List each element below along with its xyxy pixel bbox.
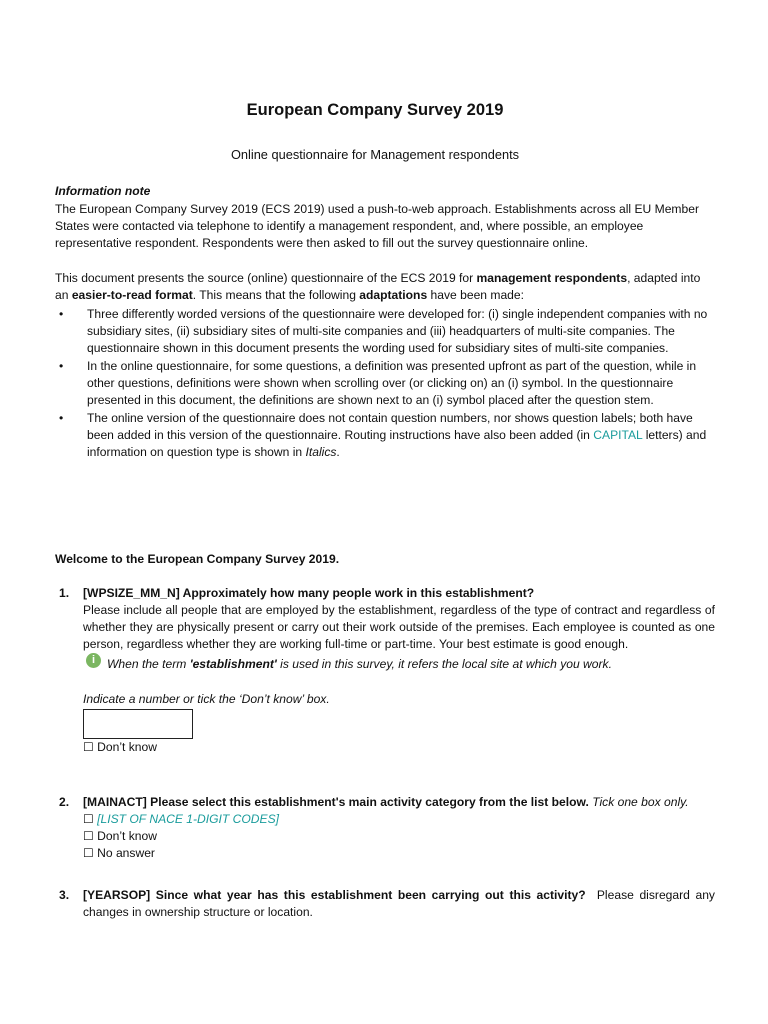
employee-count-input[interactable] — [83, 709, 193, 739]
question-heading: [YEARSOP] Since what year has this establishment been carrying out this activity? — [83, 888, 586, 902]
adaptations-list — [55, 306, 715, 461]
list-item-text: Three differently worded versions of the questionnaire were developed for: (i) single independent companies with no subsidiary sites, (ii) subsidiary sites of multi-site companies and (iii) headquarters of multi-site companies. The questionnaire shown in this document presents the wording used for subsidiary sites of multi-site companies. — [87, 307, 708, 355]
emphasis-text: easier-to-read format — [71, 288, 193, 302]
dont-know-option[interactable] — [83, 739, 715, 756]
question-heading: [MAINACT] Please select this establishment's main activity category from the list below. — [83, 795, 589, 809]
info-note-heading: Information note — [55, 184, 151, 198]
note-text: is used in this survey, it refers the local site at which you work. — [276, 657, 612, 671]
bullet-icon: • — [59, 307, 64, 321]
question-number: 3. — [59, 888, 70, 902]
bullet-icon: • — [59, 411, 64, 425]
option-label: Don’t know — [97, 740, 157, 754]
emphasis-text: management respondents — [476, 271, 628, 285]
list-item-text: In the online questionnaire, for some questions, a definition was presented upfront as part of the question, while in other questions, definitions were shown when scrolling over (or clicking on) an (i) symbol. In the questionnaire presented in this document, the definitions are shown next to an (i) symbol placed after the question stem. — [87, 359, 697, 407]
question-text: Please include all people that are employed by the establishment, regardless of the type of contract and regardless of whether they are physically present or carry out their work outside of the premises. Each employee is counted as one person, regardless whether they are working full-time or part-time. Your best estimate is good enough. — [83, 603, 715, 651]
checkbox-icon[interactable]: ☐ — [83, 740, 94, 754]
question-3 — [55, 887, 715, 921]
adaptations-text: have been made: — [427, 288, 524, 302]
question-instruction: Indicate a number or tick the ‘Don’t know’ box. — [83, 692, 330, 706]
note-term: 'establishment' — [189, 657, 277, 671]
definition-note — [83, 656, 715, 673]
dont-know-option[interactable] — [83, 828, 715, 845]
info-icon[interactable]: i — [86, 653, 101, 668]
checkbox-icon[interactable]: ☐ — [83, 812, 94, 826]
question-number: 1. — [59, 586, 70, 600]
list-item — [55, 306, 715, 357]
adaptations-paragraph — [55, 270, 715, 304]
list-item-text: The online version of the questionnaire does not contain question numbers, nor shows question labels; both have been added in this version of the questionnaire. Routing instructions have also been added (in — [87, 411, 693, 442]
list-item — [55, 358, 715, 409]
document-subtitle: Online questionnaire for Management respondents — [230, 147, 520, 162]
option-label: [LIST OF NACE 1-DIGIT CODES] — [97, 812, 280, 826]
nace-codes-option[interactable] — [83, 811, 715, 828]
question-instruction: Tick one box only. — [592, 795, 689, 809]
list-item — [55, 410, 715, 461]
emphasis-text: adaptations — [359, 288, 428, 302]
document-title: European Company Survey 2019 — [246, 101, 504, 119]
italics-example-text: Italics — [305, 445, 337, 459]
question-1 — [55, 585, 715, 756]
bullet-icon: • — [59, 359, 64, 373]
question-text: Please disregard any changes in ownership structure or location. — [83, 888, 715, 919]
adaptations-text: This document presents the source (online) questionnaire of the ECS 2019 for — [55, 271, 477, 285]
routing-example-text: CAPITAL — [593, 428, 643, 442]
no-answer-option[interactable] — [83, 845, 715, 862]
adaptations-text: . This means that the following — [192, 288, 360, 302]
info-note-paragraph: The European Company Survey 2019 (ECS 2019) used a push-to-web approach. Establishments across all EU Member States were contacted via telephone to identify a management respondent, and, where possible, an employee representative respondent. Respondents were then asked to fill out the survey questionnaire online. — [55, 202, 699, 250]
checkbox-icon[interactable]: ☐ — [83, 829, 94, 843]
question-2 — [55, 794, 715, 862]
adaptations-text: , adapted into an — [55, 271, 701, 302]
option-label: Don’t know — [97, 829, 157, 843]
welcome-heading: Welcome to the European Company Survey 2019. — [55, 552, 340, 566]
note-text: When the term — [107, 657, 190, 671]
list-item-text: . — [336, 445, 340, 459]
option-label: No answer — [97, 846, 155, 860]
checkbox-icon[interactable]: ☐ — [83, 846, 94, 860]
question-heading: [WPSIZE_MM_N] Approximately how many people work in this establishment? — [83, 586, 535, 600]
question-heading-line — [83, 794, 715, 811]
question-body — [83, 887, 715, 921]
question-number: 2. — [59, 795, 70, 809]
list-item-text: letters) and information on question type is shown in — [87, 428, 707, 459]
